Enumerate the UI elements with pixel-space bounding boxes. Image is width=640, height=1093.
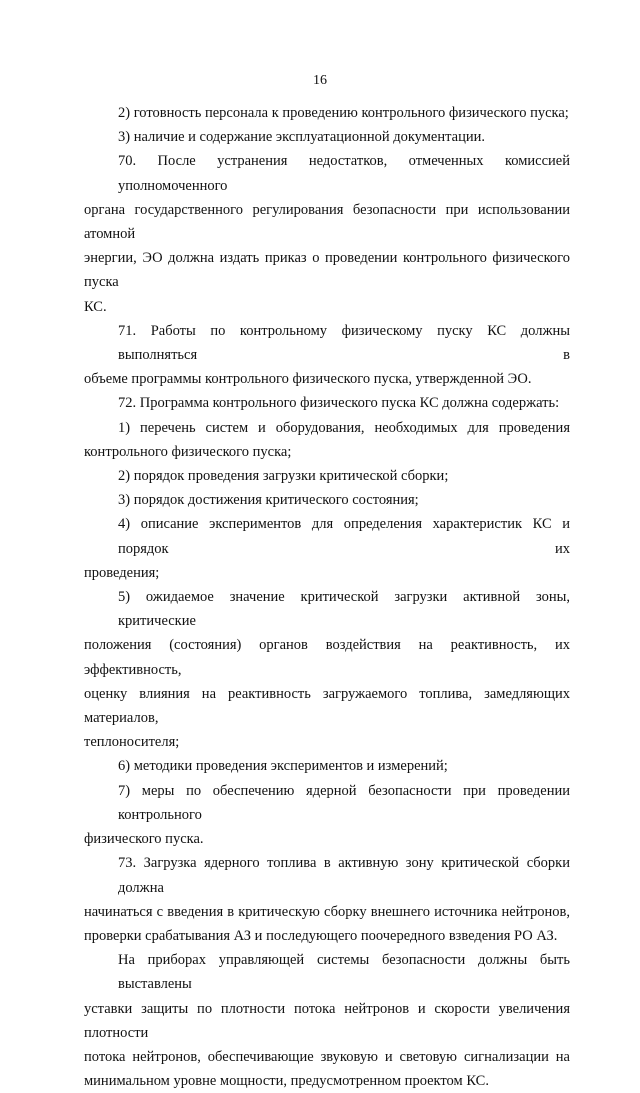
paragraph-line: объеме программы контрольного физического пуска, утвержденной ЭО. — [84, 371, 532, 388]
paragraph-line: уставки защиты по плотности потока нейтронов и скорости увеличения плотности — [84, 1000, 570, 1041]
paragraph-line: проведения; — [84, 564, 160, 581]
paragraph-p7 — [84, 464, 570, 488]
paragraph-line: 7) меры по обеспечению ядерной безопасности при проведении контрольного — [118, 782, 570, 823]
paragraph-p11 — [84, 754, 570, 778]
paragraph-line: КС. — [84, 298, 107, 315]
paragraph-p8 — [84, 488, 570, 512]
paragraph-p14 — [84, 948, 570, 1093]
paragraph-line: проверки срабатывания АЗ и последующего поочередного взведения РО АЗ. — [84, 927, 558, 944]
paragraph-line: 71. Работы по контрольному физическому пуску КС должны выполняться в — [118, 322, 570, 364]
paragraph-p1 — [84, 101, 570, 125]
paragraph-line: 3) наличие и содержание эксплуатационной документации. — [118, 129, 485, 146]
paragraph-p2 — [84, 125, 570, 149]
paragraph-line: физического пуска. — [84, 831, 204, 848]
paragraph-p12 — [84, 779, 570, 852]
paragraph-line: органа государственного регулирования безопасности при использовании атомной — [84, 201, 570, 243]
paragraph-line: энергии, ЭО должна издать приказ о проведении контрольного физического пуска — [84, 250, 570, 291]
paragraph-p9 — [84, 512, 570, 585]
paragraph-line: 70. После устранения недостатков, отмеченных комиссией уполномоченного — [118, 153, 570, 194]
paragraph-p5 — [84, 391, 570, 415]
paragraph-line: 72. Программа контрольного физического пуска КС должна содержать: — [118, 395, 560, 412]
document-body — [84, 101, 570, 1093]
paragraph-p4 — [84, 319, 570, 392]
paragraph-line: 6) методики проведения экспериментов и измерений; — [118, 758, 448, 775]
paragraph-line: контрольного физического пуска; — [84, 443, 292, 460]
paragraph-line: минимальном уровне мощности, предусмотренном проектом КС. — [84, 1073, 489, 1090]
paragraph-line: 2) готовность персонала к проведению контрольного физического пуска; — [118, 105, 569, 121]
paragraph-line: начинаться с введения в критическую сборку внешнего источника нейтронов, — [84, 903, 570, 920]
paragraph-line: 1) перечень систем и оборудования, необходимых для проведения — [118, 419, 570, 436]
paragraph-p10 — [84, 585, 570, 754]
paragraph-line: 4) описание экспериментов для определения характеристик КС и порядок их — [118, 516, 570, 557]
paragraph-p13 — [84, 851, 570, 948]
paragraph-line: На приборах управляющей системы безопасности должны быть выставлены — [118, 952, 570, 993]
paragraph-p6 — [84, 416, 570, 464]
paragraph-line: 3) порядок достижения критического состояния; — [118, 492, 419, 509]
paragraph-line: потока нейтронов, обеспечивающие звуковую и световую сигнализации на — [84, 1048, 570, 1065]
paragraph-line: 2) порядок проведения загрузки критической сборки; — [118, 468, 449, 485]
paragraph-line: 5) ожидаемое значение критической загрузки активной зоны, критические — [118, 589, 570, 630]
paragraph-line: 73. Загрузка ядерного топлива в активную зону критической сборки должна — [118, 855, 570, 896]
paragraph-line: оценку влияния на реактивность загружаемого топлива, замедляющих материалов, — [84, 685, 570, 727]
paragraph-line: положения (состояния) органов воздействия на реактивность, их эффективность, — [84, 637, 570, 678]
paragraph-p3 — [84, 149, 570, 318]
paragraph-line: теплоносителя; — [84, 734, 180, 751]
page-number: 16 — [313, 73, 327, 88]
